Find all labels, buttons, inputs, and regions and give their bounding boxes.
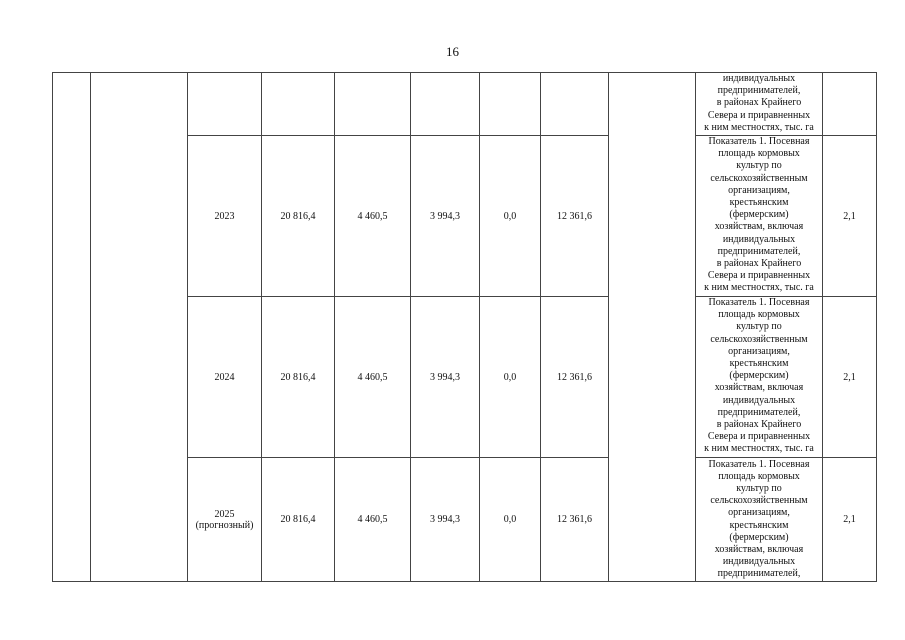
indicator-line: предпринимателей, [717,406,801,418]
indicator-line: предпринимателей, [717,568,801,580]
extra-budget-cell: 12 361,6 [541,136,609,297]
indicator-line: индивидуальных [722,233,796,245]
indicator-line: индивидуальных [722,394,796,406]
indicator-cell [696,458,823,582]
year-cell [188,297,262,458]
federal-budget-cell: 4 460,5 [335,458,411,582]
year-cell [188,136,262,297]
indicator-line: Показатель 1. Посевная [708,136,810,147]
indicator-cell [696,297,823,458]
indicator-line: Севера и приравненных [707,109,811,121]
regional-budget-cell: 3 994,3 [411,297,480,458]
indicator-line: к ним местностях, тыс. га [704,121,814,133]
total-cell: 20 816,4 [262,136,335,297]
indicator-line: крестьянским [729,197,789,209]
indicator-line: организациям, [728,345,790,357]
indicator-line: к ним местностях, тыс. га [704,282,814,294]
indicator-line: (фермерским) [729,209,789,221]
year-label: 2024 [214,371,235,383]
table-row [53,73,877,136]
total-cell [262,73,335,136]
indicator-cell [696,73,823,136]
indicator-line: организациям, [728,184,790,196]
indicator-line: площадь кормовых [718,470,800,482]
page-number: 16 [446,44,459,59]
indicator-value-cell: 2,1 [823,458,877,582]
indicator-line: крестьянским [729,519,789,531]
indicator-value-cell: 2,1 [823,136,877,297]
indicator-line: к ним местностях, тыс. га [704,443,814,455]
year-label: 2023 [214,210,235,222]
extra-budget-cell: 12 361,6 [541,458,609,582]
event-name-cell [91,73,188,582]
indicator-line: хозяйствам, включая [714,382,804,394]
indicator-line: в районах Крайнего [716,97,802,109]
federal-budget-cell: 4 460,5 [335,297,411,458]
indicator-line: Показатель 1. Посевная [708,458,810,470]
year-cell [188,73,262,136]
indicator-value-cell [823,73,877,136]
indicator-line: организациям, [728,507,790,519]
indicator-line: сельскохозяйственным [710,495,808,507]
indicator-line: Показатель 1. Посевная [708,297,810,308]
regional-budget-cell: 3 994,3 [411,136,480,297]
indicator-cell [696,136,823,297]
indicator-line: в районах Крайнего [716,419,802,431]
indicator-line: Севера и приравненных [707,431,811,443]
regional-budget-cell: 3 994,3 [411,458,480,582]
indicator-line: (фермерским) [729,370,789,382]
indicator-line: культур по [736,321,782,333]
indicator-line: предпринимателей, [717,245,801,257]
total-cell: 20 816,4 [262,297,335,458]
extra-budget-cell [541,73,609,136]
indicator-line: хозяйствам, включая [714,221,804,233]
indicator-line: крестьянским [729,358,789,370]
local-budget-cell: 0,0 [480,297,541,458]
indicator-line: в районах Крайнего [716,258,802,270]
extra-budget-cell: 12 361,6 [541,297,609,458]
indicator-line: сельскохозяйственным [710,172,808,184]
indicator-line: Севера и приравненных [707,270,811,282]
number-cell [53,73,91,582]
year-cell [188,458,262,582]
indicator-line: площадь кормовых [718,148,800,160]
regional-budget-cell [411,73,480,136]
indicator-line: (фермерским) [729,531,789,543]
indicator-line: культур по [736,160,782,172]
indicator-line: площадь кормовых [718,309,800,321]
local-budget-cell [480,73,541,136]
local-budget-cell: 0,0 [480,458,541,582]
indicator-line: предпринимателей, [717,85,801,97]
indicator-line: индивидуальных [722,556,796,568]
year-note: (прогнозный) [195,519,254,531]
indicator-line: сельскохозяйственным [710,333,808,345]
indicator-line: хозяйствам, включая [714,543,804,555]
federal-budget-cell: 4 460,5 [335,136,411,297]
year-label: 2025 [214,508,235,520]
federal-budget-cell [335,73,411,136]
indicator-line: индивидуальных [722,73,796,84]
budget-table [52,72,877,582]
total-cell: 20 816,4 [262,458,335,582]
indicator-value-cell: 2,1 [823,297,877,458]
executor-cell [609,73,696,582]
local-budget-cell: 0,0 [480,136,541,297]
indicator-line: культур по [736,482,782,494]
